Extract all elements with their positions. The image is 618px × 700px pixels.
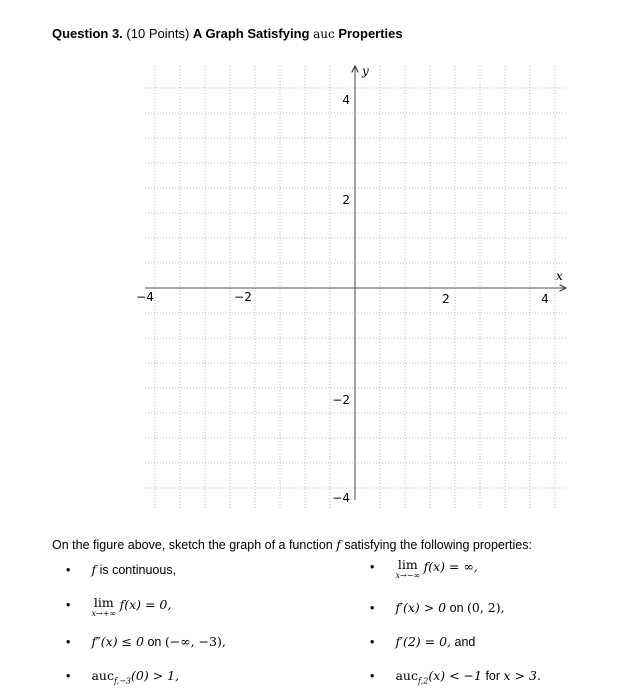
question-number: Question 3. (52, 26, 123, 41)
bullet: • (370, 560, 375, 574)
bullet: • (370, 669, 375, 683)
bullet: • (66, 635, 71, 649)
interval: (0, 2), (467, 600, 505, 615)
property-text: is continuous, (99, 563, 177, 577)
question-title-auc: auc (313, 27, 335, 41)
y-axis-label: y (362, 64, 369, 78)
x-tick-label: 4 (541, 292, 549, 306)
x-tick-label: −4 (136, 290, 154, 304)
bullet: • (66, 669, 71, 683)
x-tick-label: 2 (442, 292, 450, 306)
property-critical-point (370, 634, 475, 649)
property-auc-2 (370, 668, 541, 686)
condition: x > 3. (503, 668, 541, 683)
question-points: (10 Points) (126, 26, 190, 41)
property-f: f (91, 562, 97, 577)
limit-expression: f(x) = ∞, (423, 559, 478, 574)
property-limit-pos-inf (66, 597, 171, 618)
bullet: • (66, 563, 71, 577)
auc-rest: (0) > 1, (131, 668, 180, 683)
on-text: on (449, 601, 464, 615)
auc-subscript: f,−3 (114, 676, 132, 686)
x-axis-label: x (556, 269, 563, 283)
y-tick-label: −4 (332, 491, 350, 505)
question-title-c: Properties (338, 26, 403, 41)
property-concavity (66, 634, 226, 649)
instructions-a: On the figure above, sketch the graph of a function (52, 538, 333, 552)
limit-operator (91, 597, 116, 618)
y-tick-label: 2 (342, 193, 350, 207)
instructions (52, 537, 532, 552)
concavity-expression: f″(x) ≤ 0 (91, 634, 144, 649)
property-continuous (66, 562, 176, 577)
bullet: • (370, 635, 375, 649)
auc-subscript: f,2 (418, 676, 429, 686)
instructions-f: f (336, 537, 341, 552)
on-text: on (147, 635, 162, 649)
y-tick-label: 4 (342, 93, 350, 107)
auc-text: auc (395, 668, 418, 683)
property-increasing (370, 600, 505, 615)
property-limit-neg-inf (370, 559, 478, 580)
bullet: • (66, 598, 71, 612)
limit-operator (395, 559, 420, 580)
lim-subscript: x→+∞ (91, 608, 117, 618)
lim-subscript: x→−∞ (395, 570, 421, 580)
property-auc-neg3 (66, 668, 179, 686)
limit-expression: f(x) = 0, (119, 597, 172, 612)
question-title-a: A Graph Satisfying (192, 26, 310, 41)
x-tick-label: −2 (234, 290, 252, 304)
critical-expression: f′(2) = 0, (395, 634, 452, 649)
instructions-b: satisfying the following properties: (344, 538, 532, 552)
auc-rest: (x) < −1 (428, 668, 482, 683)
for-text: for (485, 669, 501, 683)
lim-text: lim (93, 595, 114, 610)
and-text: and (454, 635, 476, 649)
auc-text: auc (91, 668, 114, 683)
interval: (−∞, −3), (164, 634, 226, 649)
y-tick-label: −2 (332, 393, 350, 407)
lim-text: lim (397, 557, 418, 572)
derivative-expression: f′(x) > 0 (395, 600, 447, 615)
bullet: • (370, 601, 375, 615)
